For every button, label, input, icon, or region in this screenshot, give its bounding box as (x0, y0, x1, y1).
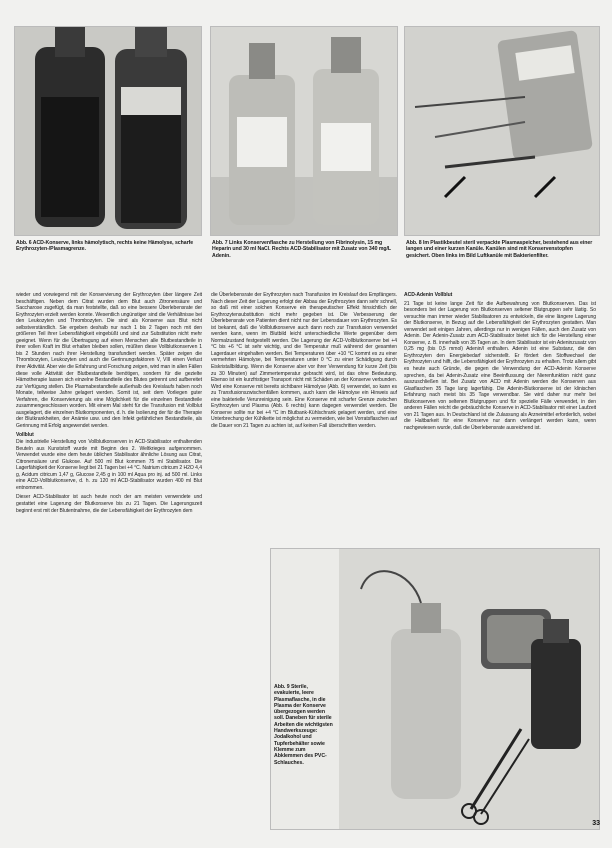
text-column-right (404, 292, 596, 431)
paragraph: Die industrielle Herstellung von Vollblutkonserven in ACD-Stabilisator enthaltenden Beuteln aus Kunststoff wurde mit Beginn des 2. Weltkrieges aufgenommen. Verwendet wurde eine dem heute üblichen Stabilisator ähnliche Lösung aus Citrat, Citronensäure und Glukose. Auf 500 ml Blut kommen 75 ml Stabilisator. Die Lagerfähigkeit der Konserve liegt bei 21 Tagen bei +4 °C. Natrium citricum 2 H2O 4,4 g, Acidum citricum 1,47 g, Glucose 2,45 g in 100 ml Aqua pro inj. ad 500 ml. Links eine ACD-Vollblutkonserve, d. h. zu 120 ml ACD-Stabilisator wurden 400 ml Blut entnommen. (16, 439, 202, 491)
text-column-middle (211, 292, 397, 429)
paragraph: die Überlebensrate der Erythrozyten nach Transfusion im Kreislauf des Empfängers. Nach dieser Zeit der Lagerung erfolgt der Abbau der Erythrozyten dann sehr schnell, so daß mit einer solchen Konserve ein therapeutischer Effekt hinsichtlich der Erythrozytensubstitution nicht mehr gegeben ist. Die Verbesserung der Überlebensrate von Patienten dient nicht nur der Lebensdauer von Erythrozyten. Es ist bekannt, daß die Vollblutkonserve auch dann noch zur Transfusion verwendet werden kann, wenn im Blutbild leicht unterschiedliche Werte gegenüber dem Normalzustand festgestellt werden. Die Lagerung der ACD-Vollblutkonserve bei +4 °C bis +6 °C ist sehr wichtig, und die Temperatur muß während der gesamten Lagerdauer eingehalten werden. Bei Temperaturen über +10 °C kommt es zu einer vermehrten Hämolyse, bei Temperaturen unter 0 °C zu einer Schädigung durch Eiskristallbildung. Wenn die Konserve aber vor ihrer Verwendung für kurze Zeit (bis zu 30 Minuten) auf Zimmertemperatur gebracht wird, ist das ohne Bedeutung. Ebenso ist ein kurzfristiger Transport nicht mit Schäden an der Konserve verbunden. Wird eine Konserve mit bereits sichtbarer Hämolyse (Abb. 6) verwendet, so kann es zu Transfusionszwischenfällen kommen, auch kann die Hämolyse ein Hinweis auf eine bakterielle Verunreinigung sein. Eine Konserve mit scharfer Grenze zwischen Erythrozyten und Plasma (Abb. 6 rechts) kann dagegen verwendet werden. Die Konserve sollte nur bei +4 °C im Blutbank-Kühlschrank gelagert werden, und eine Unterbrechung der Kühlkette ist möglichst zu vermeiden, wie bei Vorratsflaschen auf die Dauer von 21 Tagen zu achten ist, auf keinen Fall überschritten werden. (211, 292, 397, 429)
page-number: 33 (592, 820, 600, 827)
photo-stabilizer-bottles (210, 26, 398, 236)
paragraph: 21 Tage ist keine lange Zeit für die Aufbewahrung von Blutkonserven. Das ist besonders bei der Lagerung von Blutkonserven seltener Blutgruppen sehr lästig. So versuchte man immer wieder Stabilisatoren zu entwickeln, die eine längere Lagerung der Blutkonserve, in Bezug auf die Lebensfähigkeit der Erythrozyten gestatten. Man verwendet seit einigen Jahren, allerdings nur in wenigen Fällen, auch den Zusatz von Adenin. Der Adenin-Zusatz zum ACD-Stabilisator bietet sich für die Herstellung einer Konserve, z. B. innerhalb von 35 Tagen an. In dem Stabilisator ist ein Adeninzusatz von 0,25 mg (bis 0,5 mmol) Adenin/l enthalten. Adenin ist eine Substanz, die den Erythrozyten den Energiebedarf sicherstellt. Er fördert den Stoffwechsel der Erythrozyten und hilft, die Lebensfähigkeit der Erythrozyten zu erhalten. Trotz allem gibt es heute auch Gründe, die gegen die Verwendung der ACD-Adenin Konserve sprechen, da bei Adenin-Zusatz eine Beeinflussung der Nierenfunktion nicht ganz auszuschließen ist. Bei Zusatz von ACD mit Adenin werden die Konserven aus Glasflaschen 35 Tage lang lagerfähig. Die Adenin-Blutkonserve ist der klinischen Erfahrung nach meist bis 35 Tage verwendbar. Sie wird daher nur mehr bei Blutkonserven von seltenen Blutgruppen und für spezielle Fälle verwendet, in den anderen Fällen reicht die gebräuchliche Konserve in ACD-Stabilisator mit einer Laufzeit von 21 Tagen aus. In Deutschland ist die Zulassung als Arzneimittel erforderlich, wobei die Haltbarkeit für eine Konserve nur dann verlängert werden kann, wenn nachgewiesen wurde, daß die Überlebensrate ausreichend ist. (404, 300, 596, 431)
section-heading-vollblut: Vollblut (16, 432, 34, 439)
caption-fig9: Abb. 9 Sterile, evakuierte, leere Plasmaflasche, in die Plasma der Konserve übergezogen werden soll. Daneben für sterile Arbeiten die wichtigsten Handwerkszeuge: Jodalkohol und Tupferbehälter sowie Klemme zum Abklemmen des PVC-Schlauches. (274, 684, 333, 766)
paragraph: wieder und vorwiegend mit der Konservierung der Erythrozyten über längere Zeit beschäftigen. Neben dem Citrat wurden dem Blut auch Zitronensäure und Saccharose zugefügt, da man feststellte, daß so eine bessere Überlebensrate der Erythrozyten erzielt werden konnte. Wesentlich ungünstiger sind die Verhältnisse bei den Leukozyten und Thrombozyten. Die sind als Konserve aus Blut nicht selbstverständlich. Sie ergeben deshalb nur nach 1 bis 2 Tagen noch mit den größeren Teil ihrer Lebensfähigkeit eingebüßt und sind zur Substitution nicht mehr geeignet. Wenn für die Übertragung auf einen Menschen alle Blutbestandteile in ihrer vollen Kraft im Blut erhalten bleiben sollen, müßten diese Vollblutkonserven 1 bis 2 Stunden nach ihrer Herstellung transfundiert werden. Später zeigen die Thrombozyten, Leukozyten und auch die Gerinnungsfaktoren V, VIII einen Verlust ihrer Aktivität. Aber wie die Erfahrung und Forschung zeigen, wird man in allen Fällen diese volle Aktivität der Blutbestandteile benötigen, sondern für die gezielte Hämotherapie lassen sich einzelne Bestandteile des Blutes getrennt und aufbereitet zur Verfügung stellen. Die Plasmabestandteile außerhalb des Kreislaufs haben noch Monate, teilweise Jahre gelagert werden. Somit ist, seit dem Vorliegen guter Verfahren, die Konservierung als eine Möglichkeit für die einzelnen Bestandteile zusammengeschlossen worden. Mit einem Mal steht für die Transfusion mit Vollblut ausgelagert, die einzelnen Blutkomponenten, d. h. die Isolierung der für die Therapie der Blutkrankheiten, der Anämie usw. und den Infekt gefährlichen Bestandteile, als Gerinnung mit Erfolg angewendet werden. (16, 292, 202, 429)
photo-plastic-bag-kit (404, 26, 600, 236)
photo-acd-conserves (14, 26, 202, 236)
caption-fig8: Abb. 8 Im Plastikbeutel steril verpackte Plasmaspeicher, bestehend aus einer langen und einer kurzen Kanüle. Kanülen sind mit Konservenstopfen gesichert. Oben links im Bild Luftkanüle mit Bakterienfilter. (406, 240, 593, 259)
caption-fig6: Abb. 6 ACD-Konserve, links hämolytisch, rechts keine Hämolyse, scharfe Erythrozyten-/Plasmagrenze. (16, 240, 194, 253)
section-heading-acd-adenin: ACD-Adenin Vollblut (404, 292, 453, 298)
paragraph: Dieser ACD-Stabilisator ist auch heute noch der am meisten verwendete und gestattet eine Lagerung der Blutkonserve bis zu 21 Tagen. Die Lagerungszeit beginnt erst mit der Blutentnahme, die der Lebensfähigkeit der Erythrozyten dem (16, 494, 202, 514)
text-column-left (16, 292, 202, 514)
caption-fig7: Abb. 7 Links Konservenflasche zu Herstellung von Fibrinolysin, 15 mg Heparin und 30 ml NaCl. Rechts ACD-Stabilisator mit Zusatz von 340 mg/L Adenin. (212, 240, 391, 259)
